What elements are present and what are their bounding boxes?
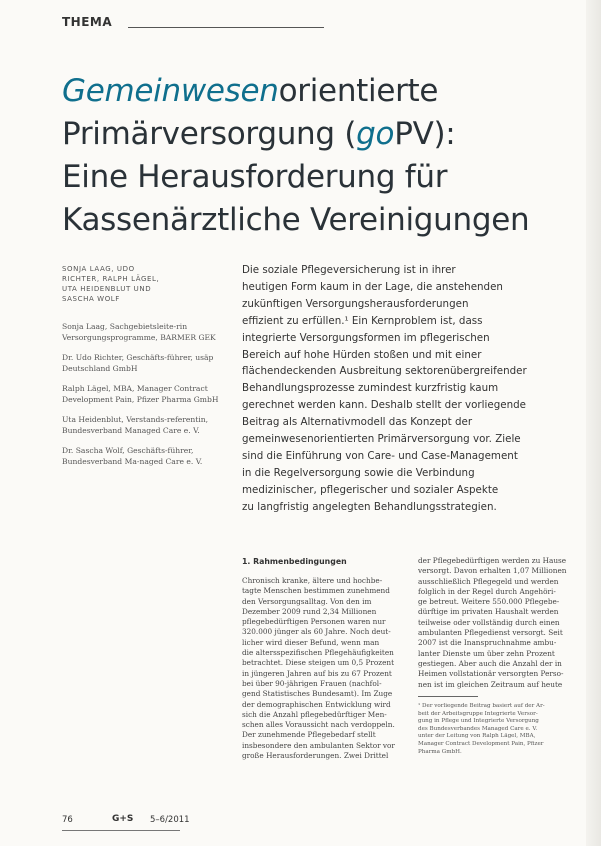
lead-line: sind die Einführung von Care- und Case-Management	[242, 449, 518, 462]
body-line: den Versorgungsalltag. Von den im	[242, 596, 372, 606]
body-line: gend Statistisches Bundesamt). Im Zuge	[242, 689, 393, 699]
lead-line: gemeinwesenorientierten Primärversorgung vor. Ziele	[242, 433, 521, 446]
journal-name: G+S	[112, 814, 134, 824]
body-line: folglich in der Regel durch Angehöri-	[418, 586, 556, 596]
body-line: große Herausforderungen. Zwei Drittel	[242, 751, 389, 761]
body-line: nen ist im gleichen Zeitraum auf heute	[418, 679, 563, 689]
author-affiliations	[62, 322, 224, 477]
footnote	[418, 703, 586, 756]
footnote-line: Manager Contract Development Pain, Pfizer	[418, 740, 544, 747]
article-title	[62, 70, 582, 242]
lead-line: zukünftigen Versorgungsherausforderungen	[242, 297, 469, 310]
body-line: in jüngeren Jahren auf bis zu 67 Prozent	[242, 668, 392, 678]
section-heading: 1. Rahmenbedingungen	[242, 557, 347, 566]
body-line: Heimen vollstationär versorgten Perso-	[418, 669, 564, 679]
title-line2-start: Primärversorgung (	[62, 116, 357, 152]
lead-line: integrierte Versorgungsformen im pflegerischen	[242, 331, 490, 344]
body-line: dürftige im privaten Haushalt werden	[418, 607, 559, 617]
body-line: sich die Anzahl pflegebedürftiger Men-	[242, 709, 387, 719]
title-line2-end: PV):	[394, 116, 456, 152]
body-line: der demographischen Entwicklung wird	[242, 699, 391, 709]
body-column-left	[242, 576, 399, 761]
body-line: pflegebedürftigen Personen waren nur	[242, 617, 386, 627]
title-line3: Eine Herausforderung für	[62, 159, 448, 195]
body-line: licher wird dieser Befund, wenn man	[242, 637, 380, 647]
lead-line: medizinischer, pflegerischer und sozialer Aspekte	[242, 483, 499, 496]
footnote-line: gung in Pflege und Integrierte Versorgung	[418, 718, 539, 725]
body-line: betrachtet. Diese steigen um 0,5 Prozent	[242, 658, 395, 668]
body-line: Der zunehmende Pflegebedarf stellt	[242, 730, 376, 740]
journal-issue: 5–6/2011	[150, 815, 190, 825]
author-line: SASCHA WOLF	[62, 295, 120, 303]
body-line: ge betreut. Weitere 550.000 Pflegebe-	[418, 597, 560, 607]
body-line: 2007 ist die Inanspruchnahme ambu-	[418, 638, 557, 648]
lead-line: zu langfristig angelegten Behandlungsstrategien.	[242, 500, 497, 513]
lead-line: heutigen Form kaum in der Lage, die anstehenden	[242, 280, 503, 293]
page-number: 76	[62, 815, 73, 825]
body-line: tagte Menschen bestimmen zunehmend	[242, 586, 390, 596]
author-line: UTA HEIDENBLUT UND	[62, 285, 152, 293]
author-line: RICHTER, RALPH LÄGEL,	[62, 275, 160, 283]
body-line: insbesondere den ambulanten Sektor vor	[242, 740, 395, 750]
footnote-line: unter der Leitung von Ralph Lägel, MBA,	[418, 733, 536, 740]
body-line: teilweise oder vollständig durch einen	[418, 617, 560, 627]
body-line: bei über 90-jährigen Frauen (nachfol-	[242, 678, 382, 688]
body-line: 320.000 jünger als 60 Jahre. Noch deut-	[242, 627, 391, 637]
lead-line: Behandlungsprozesse zumindest kurzfristig kaum	[242, 382, 499, 395]
lead-line: Die soziale Pflegeversicherung ist in ihrer	[242, 264, 456, 276]
author-list	[62, 264, 222, 304]
lead-line: flächendeckenden Ausbreitung sektorenübergreifender	[242, 365, 527, 378]
title-italic-1: Gemeinwesen	[62, 73, 279, 109]
affiliation: Dr. Udo Richter, Geschäfts-führer, usäp Deutschland GmbH	[62, 353, 214, 373]
section-rule	[128, 27, 324, 28]
lead-line: in die Regelversorgung sowie die Verbindung	[242, 466, 475, 479]
footnote-line: ¹ Der vorliegende Beitrag basiert auf der Ar-	[418, 703, 545, 709]
body-column-right	[418, 556, 586, 690]
section-label: THEMA	[62, 15, 113, 29]
title-italic-2: go	[356, 116, 395, 152]
footnote-line: des Bundesverbandes Managed Care e. V.	[418, 725, 538, 732]
body-line: der Pflegebedürftigen werden zu Hause	[418, 556, 567, 565]
body-line: Dezember 2009 rund 2,34 Millionen	[242, 606, 377, 616]
body-line: die altersspezifischen Pflegehäufigkeiten	[242, 648, 394, 658]
lead-line: effizient zu erfüllen.¹ Ein Kernproblem ist, dass	[242, 314, 483, 327]
affiliation: Sonja Laag, Sachgebietsleite-rin Versorgungsprogramme, BARMER GEK	[62, 322, 216, 342]
footer-rule	[62, 830, 180, 831]
body-line: versorgt. Davon erhalten 1,07 Millionen	[418, 566, 567, 576]
affiliation: Ralph Lägel, MBA, Manager Contract Development Pain, Pfizer Pharma GmbH	[62, 384, 219, 404]
body-line: ambulanten Pflegedienst versorgt. Seit	[418, 628, 563, 638]
body-line: lanter Dienste um über zehn Prozent	[418, 648, 555, 658]
lead-line: Beitrag als Alternativmodell das Konzept der	[242, 416, 473, 429]
body-line: ausschließlich Pflegegeld und werden	[418, 576, 559, 586]
body-line: gestiegen. Aber auch die Anzahl der in	[418, 658, 562, 668]
footnote-line: beit der Arbeitsgruppe Integrierte Versor-	[418, 710, 538, 717]
title-line1-rest: orientierte	[278, 73, 439, 109]
body-line: Chronisch kranke, ältere und hochbe-	[242, 576, 383, 585]
body-line: schen alles Voraussicht nach verdoppeln.	[242, 720, 395, 730]
footnote-rule	[418, 696, 478, 697]
affiliation: Uta Heidenblut, Verstands-referentin, Bundesverband Managed Care e. V.	[62, 415, 209, 435]
affiliation: Dr. Sascha Wolf, Geschäfts-führer, Bundesverband Ma-naged Care e. V.	[62, 446, 203, 466]
lead-line: gerechnet werden kann. Deshalb stellt der vorliegende	[242, 399, 526, 412]
author-line: SONJA LAAG, UDO	[62, 265, 135, 273]
title-line4: Kassenärztliche Vereinigungen	[62, 202, 530, 238]
lead-paragraph	[242, 262, 592, 516]
lead-line: Bereich auf hohe Hürden stoßen und mit einer	[242, 348, 482, 361]
footnote-line: Pharma GmbH.	[418, 748, 462, 755]
